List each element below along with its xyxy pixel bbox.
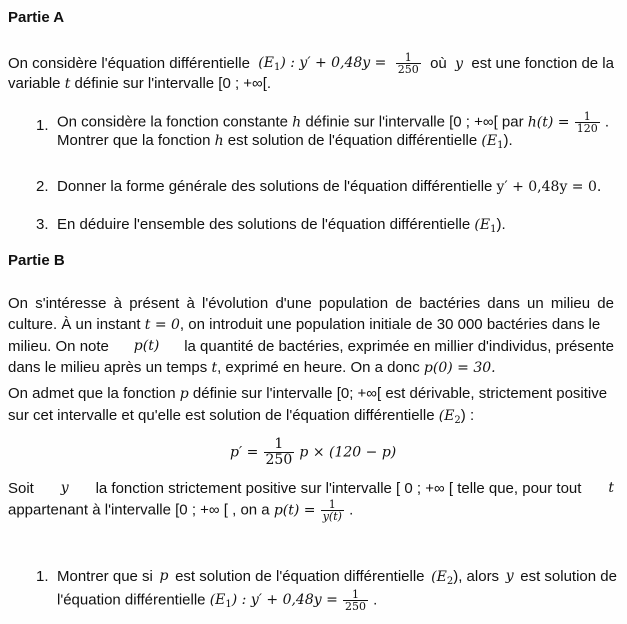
partie-b-question-1-text: Montrer que si p est solution de l'équation différentielle $(E_2)$, alors y est solution de l'équation différentielle $(E_1)$ : y′ + 0,48y = $\frac{1}{250}$ . xyxy=(57,568,617,613)
fraction-1-yt: $\frac{1}{y(t)}$ xyxy=(322,498,342,523)
partie-a-question-2: 2. xyxy=(36,178,49,195)
fraction-1-250: $\frac{1}{250}$ xyxy=(265,436,293,468)
equation-e1: $(E_1)$ : y′ + 0,48y = xyxy=(258,54,387,73)
equation-e2: p′ = $\frac{1}{250}$ p × (120 − p) xyxy=(230,436,397,468)
partie-a-intro: On considère l'équation différentielle $(E_1)$ : y′ + 0,48y = $\frac{1}{250}$ où y est une fonction de la variable t définie sur l'intervalle [0 ; +∞[. xyxy=(8,51,614,92)
partie-b-question-1: 1. xyxy=(36,568,49,585)
partie-a-question-3-text: En déduire l'ensemble des solutions de l'équation différentielle $(E_1)$. xyxy=(57,216,506,235)
fraction-1-250: $\frac{1}{250}$ xyxy=(345,588,366,613)
partie-b-paragraph-2: On admet que la fonction p définie sur l'intervalle [0; +∞[ est dérivable, strictement positive sur cet intervalle et qu'elle est solution de l'équation différentielle $(E_2)$ : xyxy=(8,385,608,426)
partie-a-question-3: 3. xyxy=(36,216,49,233)
partie-b-heading: Partie B xyxy=(8,252,65,269)
partie-b-paragraph-1: On s'intéresse à présent à l'évolution d'une population de bactéries dans un milieu de culture. À un instant t = 0, on introduit une population initiale de 30 000 bactéries dans le milieu. On note p(t) la quantité de bactéries, exprimée en millier d'individus, présente dans le milieu après un temps t, exprimé en heure. On a donc p(0) = 30. xyxy=(8,295,614,376)
partie-a-question-1: 1. xyxy=(36,117,49,134)
fraction-1-250: $\frac{1}{250}$ xyxy=(397,51,419,76)
partie-a-question-2-text: Donner la forme générale des solutions de l'équation différentielle y′ + 0,48y = 0. xyxy=(57,178,602,195)
partie-a-heading: Partie A xyxy=(8,9,65,26)
fraction-1-120: $\frac{1}{120}$ xyxy=(576,110,598,135)
partie-b-paragraph-3: Soit y la fonction strictement positive sur l'intervalle [ 0 ; +∞ [ telle que, pour tout t appartenant à l'intervalle [0 ; +∞ [ , on a p(t) = $\frac{1}{y(t)}$ . xyxy=(8,480,614,523)
partie-a-question-1-text: On considère la fonction constante h définie sur l'intervalle [0 ; +∞[ par h(t) = $\frac{1}{120}$ . Montrer que la fonction h est solution de l'équation différentielle $(E_1)$. xyxy=(57,110,610,151)
